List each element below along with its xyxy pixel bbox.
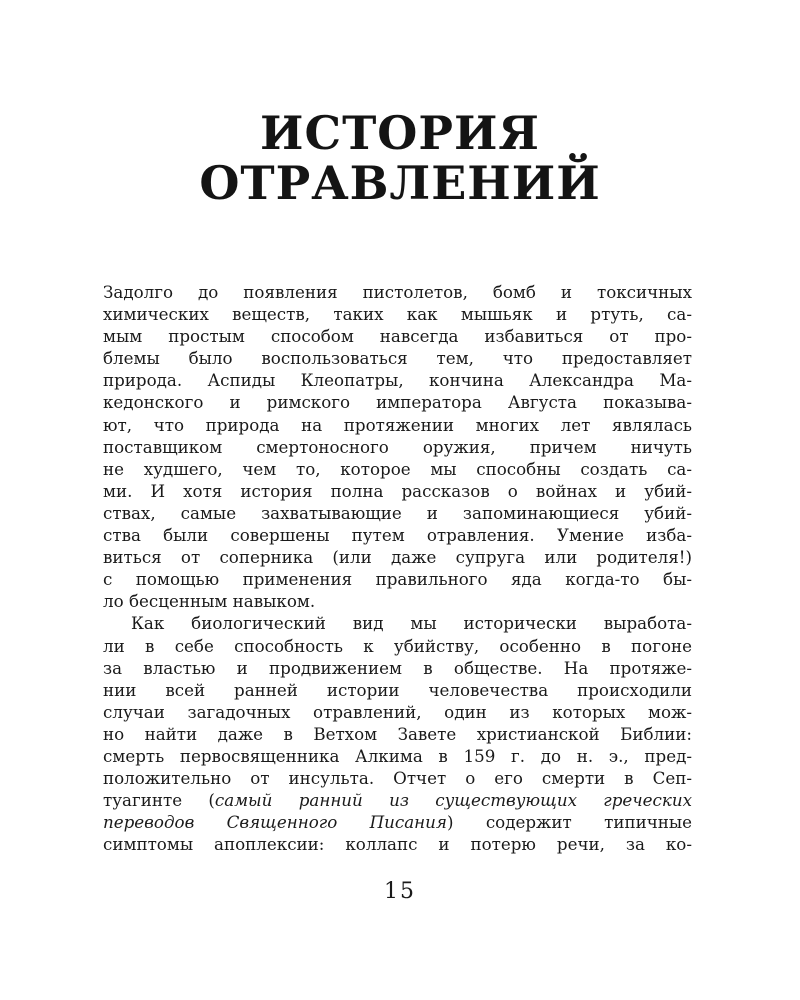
text-segment: туагинте (: [103, 790, 215, 811]
paragraph-2: [103, 612, 692, 855]
text-line-with-italic: [103, 789, 692, 811]
italic-phrase: переводов Священного Писания: [103, 812, 447, 833]
text-line: мым простым способом навсегда избавиться от про-: [103, 326, 692, 347]
italic-phrase: самый ранний из существующих греческих: [214, 790, 692, 811]
chapter-title-line-1: ИСТОРИЯ: [260, 106, 540, 160]
text-line: ли в себе способность к убийству, особенно в погоне: [103, 635, 692, 656]
text-line: кедонского и римского императора Августа показыва-: [103, 392, 692, 413]
text-line: положительно от инсульта. Отчет о его смерти в Сеп-: [103, 768, 692, 789]
paragraph-1: [103, 281, 692, 612]
text-line: симптомы апоплексии: коллапс и потерю речи, за ко-: [103, 834, 692, 855]
text-line: блемы было воспользоваться тем, что предоставляет: [103, 348, 692, 369]
text-line: случаи загадочных отравлений, один из которых мож-: [103, 701, 692, 722]
chapter-title: [100, 108, 700, 208]
text-line: за властью и продвижением в обществе. На протяже-: [103, 657, 692, 678]
text-line: с помощью применения правильного яда когда-то бы-: [103, 569, 692, 590]
page-number: 15: [384, 879, 416, 904]
text-line: Задолго до появления пистолетов, бомб и токсичных: [103, 282, 692, 302]
text-line: природа. Аспиды Клеопатры, кончина Александра Ма-: [103, 370, 692, 391]
text-line: ства были совершены путем отравления. Умение изба-: [103, 525, 692, 546]
body-text: [103, 281, 692, 855]
text-segment: ) содержит типичные: [446, 812, 692, 833]
text-line: поставщиком смертоносного оружия, причем ничуть: [103, 436, 692, 457]
text-line: ют, что природа на протяжении многих лет являлась: [103, 414, 692, 435]
text-line: но найти даже в Ветхом Завете христианской Библии:: [103, 723, 692, 744]
text-line: ми. И хотя история полна рассказов о войнах и убий-: [103, 480, 692, 501]
chapter-title-line-2: ОТРАВЛЕНИЙ: [199, 156, 601, 210]
text-line: Как биологический вид мы исторически выработа-: [131, 613, 692, 634]
text-line-with-italic: [103, 811, 692, 833]
text-line: химических веществ, таких как мышьяк и ртуть, са-: [103, 304, 692, 325]
text-line: виться от соперника (или даже супруга или родителя!): [103, 547, 692, 568]
text-line: нии всей ранней истории человечества происходили: [103, 679, 692, 700]
text-line: не худшего, чем то, которое мы способны создать са-: [103, 458, 692, 479]
text-line: ствах, самые захватывающие и запоминающиеся убий-: [103, 502, 692, 523]
text-line: ло бесценным навыком.: [103, 591, 316, 612]
text-line: смерть первосвященника Алкима в 159 г. до н. э., пред-: [103, 745, 692, 766]
